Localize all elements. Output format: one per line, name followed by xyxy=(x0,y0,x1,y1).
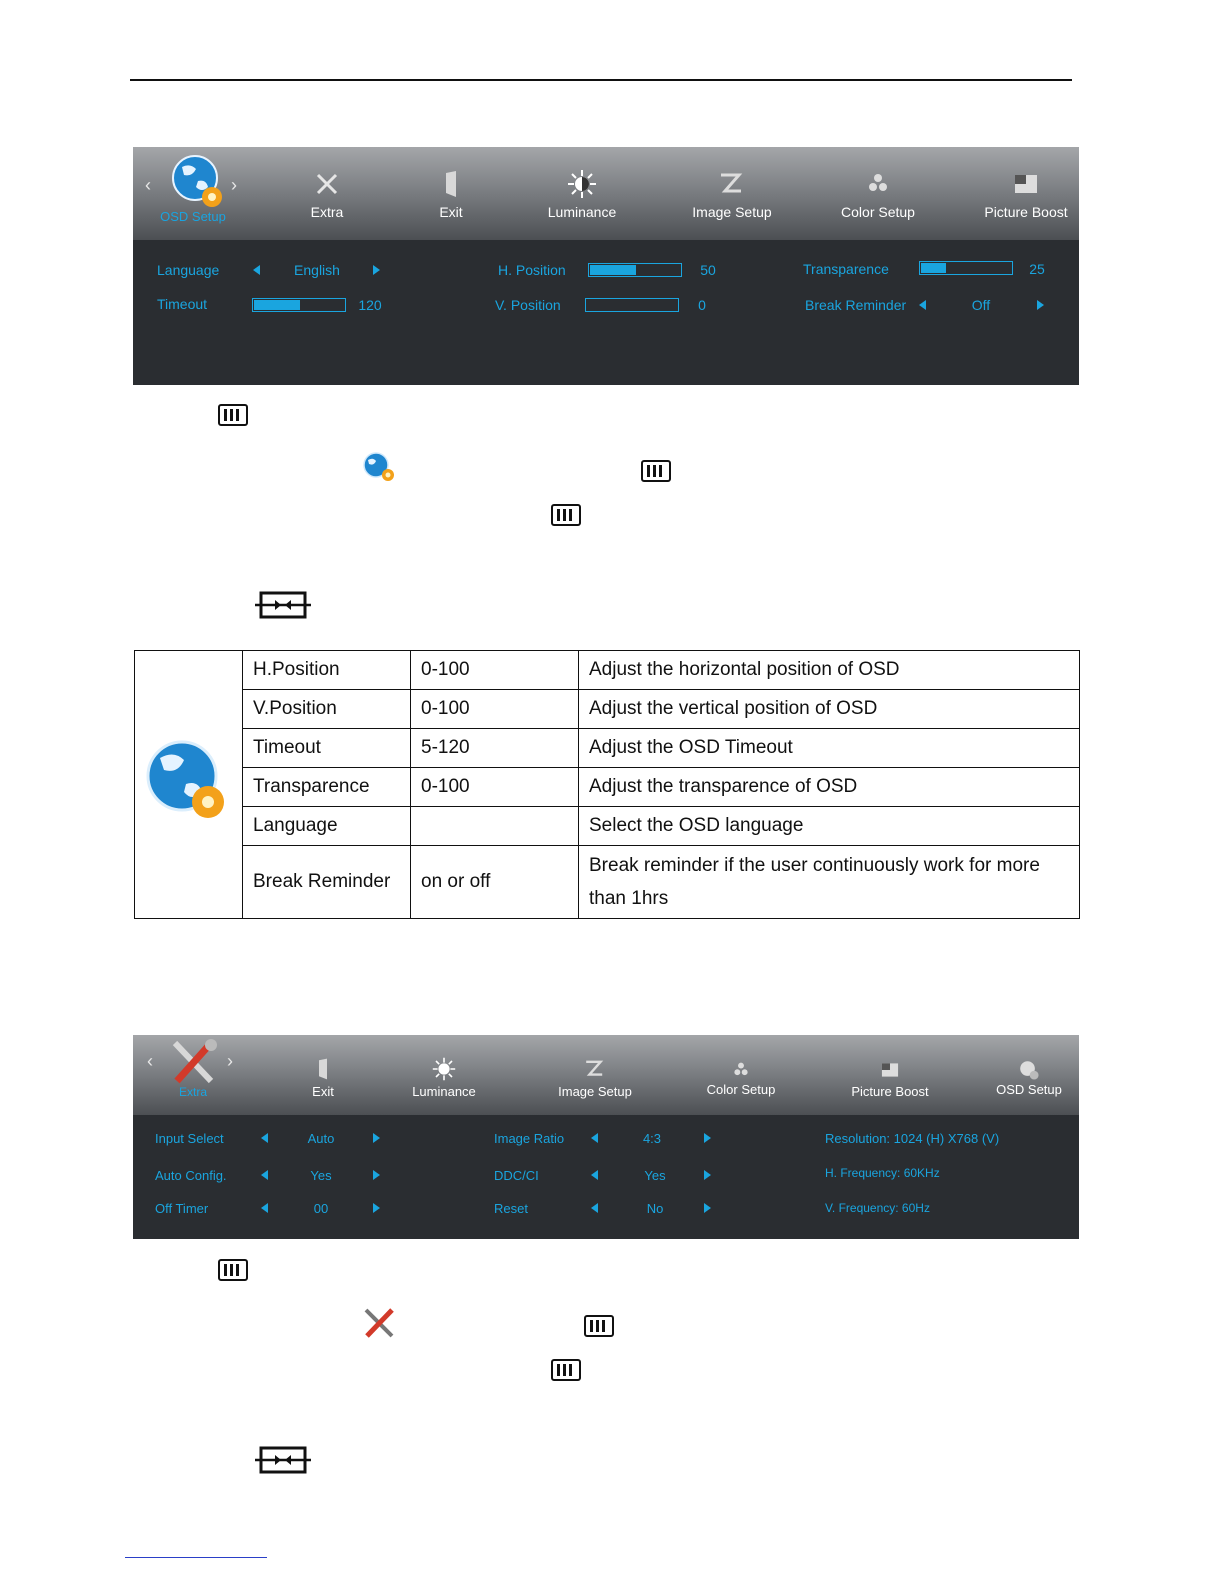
table-cell: H.Position xyxy=(243,651,411,690)
resolution-info: Resolution: 1024 (H) X768 (V) xyxy=(825,1131,1000,1146)
menu-item-luminance[interactable] xyxy=(394,1035,494,1115)
menu-label: Picture Boost xyxy=(851,1084,929,1099)
menu-label: Extra xyxy=(310,204,344,220)
language-value: English xyxy=(294,262,340,278)
arrow-left-icon[interactable] xyxy=(919,300,926,310)
v-frequency-info: V. Frequency: 60Hz xyxy=(825,1201,930,1215)
table-row xyxy=(135,768,1080,807)
auto-config-label: Auto Config. xyxy=(155,1168,227,1183)
chevron-left-icon: ‹ xyxy=(147,1051,153,1071)
color-dots-icon xyxy=(863,169,893,199)
table-cell: Break Reminder xyxy=(243,846,411,919)
table-cell: 0-100 xyxy=(411,651,579,690)
menu-key-icon xyxy=(551,504,581,526)
reset-value: No xyxy=(646,1201,664,1216)
arrow-left-icon[interactable] xyxy=(261,1133,268,1143)
menu-label: Exit xyxy=(312,1084,334,1099)
table-cell: Adjust the transparence of OSD xyxy=(579,768,1080,807)
chevron-right-icon: › xyxy=(231,175,237,195)
table-cell: 0-100 xyxy=(411,690,579,729)
transparence-label: Transparence xyxy=(803,261,889,277)
timeout-value: 120 xyxy=(358,297,382,313)
arrow-right-icon[interactable] xyxy=(373,1203,380,1213)
menu-label: Color Setup xyxy=(841,204,915,220)
arrow-right-icon[interactable] xyxy=(1037,300,1044,310)
menu-key-icon xyxy=(551,1359,581,1381)
menu-item-extra[interactable] xyxy=(277,147,377,240)
tools-icon xyxy=(167,1037,221,1089)
table-icon-cell xyxy=(135,651,243,919)
menu-label: Image Setup xyxy=(692,204,772,220)
ddc-ci-label: DDC/CI xyxy=(494,1168,539,1183)
h-position-slider[interactable] xyxy=(588,263,682,277)
auto-config-value: Yes xyxy=(310,1168,332,1183)
transparence-value: 25 xyxy=(1029,261,1045,277)
table-row xyxy=(135,690,1080,729)
arrow-left-icon[interactable] xyxy=(591,1133,598,1143)
table-cell: on or off xyxy=(411,846,579,919)
timeout-slider[interactable] xyxy=(252,298,346,312)
image-ratio-label: Image Ratio xyxy=(494,1131,565,1146)
menu-key-icon xyxy=(218,404,248,426)
arrow-right-icon[interactable] xyxy=(373,1133,380,1143)
h-position-slider-fill xyxy=(590,265,636,275)
arrow-right-icon[interactable] xyxy=(704,1203,711,1213)
menu-item-picture-boost[interactable] xyxy=(835,1035,945,1115)
table-cell: 5-120 xyxy=(411,729,579,768)
v-position-label: V. Position xyxy=(495,297,561,313)
menu-item-exit[interactable] xyxy=(273,1035,373,1115)
footer-link-rule xyxy=(125,1557,267,1558)
h-position-label: H. Position xyxy=(498,262,566,278)
transparence-slider[interactable] xyxy=(919,261,1013,275)
table-cell: Adjust the horizontal position of OSD xyxy=(579,651,1080,690)
arrow-left-icon[interactable] xyxy=(261,1170,268,1180)
arrow-right-icon[interactable] xyxy=(704,1170,711,1180)
left-right-key-icon xyxy=(255,1443,311,1475)
menu-label: Color Setup xyxy=(706,1082,776,1097)
table-row xyxy=(135,846,1080,919)
menu-key-icon xyxy=(641,460,671,482)
chevron-left-icon: ‹ xyxy=(145,175,151,195)
exit-door-icon xyxy=(436,169,466,199)
menu-label: Picture Boost xyxy=(984,204,1068,220)
arrow-right-icon[interactable] xyxy=(373,265,380,275)
menu-label: Luminance xyxy=(412,1084,476,1099)
tools-icon xyxy=(362,1306,396,1340)
off-timer-label: Off Timer xyxy=(155,1201,209,1216)
menu-item-picture-boost[interactable] xyxy=(969,147,1079,240)
sun-icon xyxy=(567,169,597,199)
table-row xyxy=(135,651,1080,690)
input-select-label: Input Select xyxy=(155,1131,224,1146)
timeout-slider-fill xyxy=(254,300,300,310)
chevron-right-icon: › xyxy=(227,1051,233,1071)
menu-item-luminance[interactable] xyxy=(532,147,632,240)
arrow-left-icon[interactable] xyxy=(261,1203,268,1213)
language-label: Language xyxy=(157,262,220,278)
menu-key-icon xyxy=(218,1259,248,1281)
menu-item-extra[interactable] xyxy=(143,1035,243,1115)
break-reminder-label: Break Reminder xyxy=(805,297,907,313)
menu-label: Luminance xyxy=(547,204,617,220)
globe-gear-icon xyxy=(170,151,228,213)
table-row xyxy=(135,729,1080,768)
break-reminder-value: Off xyxy=(971,297,991,313)
menu-label: Exit xyxy=(439,204,463,220)
menu-item-osd-setup[interactable] xyxy=(143,147,243,240)
sun-icon xyxy=(432,1057,456,1081)
image-ratio-value: 4:3 xyxy=(642,1131,662,1146)
menu-label: OSD Setup xyxy=(160,209,226,224)
menu-label: Image Setup xyxy=(558,1084,632,1099)
menu-label: OSD Setup xyxy=(996,1082,1062,1097)
table-cell-line: Break reminder if the user continuously work for more xyxy=(589,855,1040,876)
arrow-right-icon[interactable] xyxy=(373,1170,380,1180)
globe-gear-icon xyxy=(144,736,234,828)
menu-item-exit[interactable] xyxy=(401,147,501,240)
menu-key-icon xyxy=(584,1315,614,1337)
table-row xyxy=(135,807,1080,846)
ddc-ci-value: Yes xyxy=(644,1168,666,1183)
osd-setup-spec-table xyxy=(134,650,1080,919)
table-cell: Language xyxy=(243,807,411,846)
h-position-value: 50 xyxy=(700,262,716,278)
table-cell: Transparence xyxy=(243,768,411,807)
menu-item-color-setup[interactable] xyxy=(686,1035,796,1115)
globe-gear-icon xyxy=(362,451,400,485)
menu-label: Extra xyxy=(178,1085,207,1099)
header-rule xyxy=(130,79,1072,81)
table-cell xyxy=(579,846,1080,919)
picture-boost-icon xyxy=(1011,169,1041,199)
table-cell: Adjust the vertical position of OSD xyxy=(579,690,1080,729)
reset-label: Reset xyxy=(494,1201,528,1216)
arrow-right-icon[interactable] xyxy=(704,1133,711,1143)
table-cell: Adjust the OSD Timeout xyxy=(579,729,1080,768)
timeout-label: Timeout xyxy=(157,296,208,312)
arrow-left-icon[interactable] xyxy=(591,1203,598,1213)
table-cell: V.Position xyxy=(243,690,411,729)
extra-panel xyxy=(133,1035,1079,1239)
table-cell: 0-100 xyxy=(411,768,579,807)
menu-item-osd-setup[interactable] xyxy=(979,1035,1079,1115)
osd-setup-panel xyxy=(133,147,1079,385)
color-dots-icon xyxy=(730,1059,752,1081)
image-setup-icon xyxy=(583,1057,607,1081)
off-timer-value: 00 xyxy=(313,1201,329,1216)
arrow-left-icon[interactable] xyxy=(253,265,260,275)
table-cell: Timeout xyxy=(243,729,411,768)
image-setup-icon xyxy=(717,169,747,199)
h-frequency-info: H. Frequency: 60KHz xyxy=(825,1166,940,1180)
globe-gear-icon xyxy=(1017,1059,1041,1081)
menu-item-image-setup[interactable] xyxy=(677,147,787,240)
left-right-key-icon xyxy=(255,588,311,620)
exit-door-icon xyxy=(311,1057,335,1081)
arrow-left-icon[interactable] xyxy=(591,1170,598,1180)
transparence-slider-fill xyxy=(921,263,946,273)
input-select-value: Auto xyxy=(307,1131,335,1146)
table-cell-line: than 1hrs xyxy=(589,888,669,909)
picture-boost-icon xyxy=(878,1059,902,1081)
menu-item-image-setup[interactable] xyxy=(540,1035,650,1115)
v-position-value: 0 xyxy=(698,297,706,313)
table-cell xyxy=(411,807,579,846)
menu-item-color-setup[interactable] xyxy=(823,147,933,240)
tools-icon xyxy=(312,169,342,199)
table-cell: Select the OSD language xyxy=(579,807,1080,846)
v-position-slider[interactable] xyxy=(585,298,679,312)
